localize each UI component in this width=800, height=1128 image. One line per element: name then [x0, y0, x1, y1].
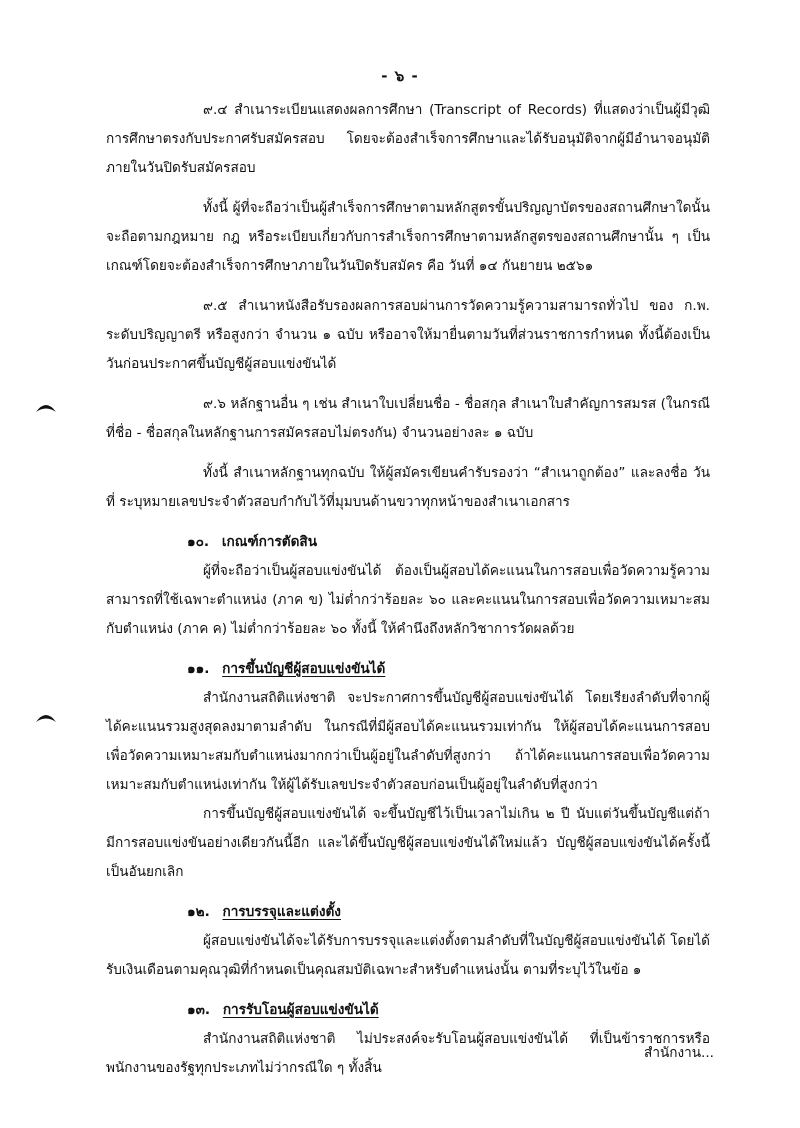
section-title: การบรรจุและแต่งตั้ง	[222, 904, 341, 920]
page-number: - ๖ -	[381, 67, 419, 85]
next-page-continuation: สำนักงาน...	[644, 1045, 714, 1061]
section-11-paragraph: สำนักงานสถิติแห่งชาติ จะประกาศการขึ้นบัญชีผู้สอบแข่งขันได้ โดยเรียงลำดับที่จากผู้ได้คะแนนรวมสูงสุดลงมาตามลำดับ ในกรณีที่มีผู้สอบได้คะแนนรวมเท่ากัน ให้ผู้สอบได้คะแนนการสอบเพื่อวัดความเหมาะสมกับตำแหน่งมากกว่าเป็นผู้อยู่ในลำดับที่สูงกว่า ถ้าได้คะแนนการสอบเพื่อวัดความเหมาะสมกับตำแหน่งเท่ากัน ให้ผู้ได้รับเลขประจำตัวสอบก่อนเป็นผู้อยู่ในลำดับที่สูงกว่า	[106, 690, 710, 793]
section-heading-12	[106, 898, 710, 927]
paragraph-9-4: ๙.๔ สำเนาระเบียนแสดงผลการศึกษา (Transcript of Records) ที่แสดงว่าเป็นผู้มีวุฒิการศึกษาตรงกับประกาศรับสมัครสอบ โดยจะต้องสำเร็จการศึกษาและได้รับอนุมัติจากผู้มีอำนาจอนุมัติภายในวันปิดรับสมัครสอบ	[106, 102, 710, 176]
section-11-paragraph: การขึ้นบัญชีผู้สอบแข่งขันได้ จะขึ้นบัญชีไว้เป็นเวลาไม่เกิน ๒ ปี นับแต่วันขึ้นบัญชีแต่ถ้ามีการสอบแข่งขันอย่างเดียวกันนี้อีก และได้ขึ้นบัญชีผู้สอบแข่งขันได้ใหม่แล้ว บัญชีผู้สอบแข่งขันได้ครั้งนี้เป็นอันยกเลิก	[106, 806, 710, 880]
section-title: การรับโอนผู้สอบแข่งขันได้	[222, 1002, 379, 1018]
paragraph-9-6: ๙.๖ หลักฐานอื่น ๆ เช่น สำเนาใบเปลี่ยนชื่อ - ชื่อสกุล สำเนาใบสำคัญการสมรส (ในกรณีที่ชื่อ - ชื่อสกุลในหลักฐานการสมัครสอบไม่ตรงกัน) จำนวนอย่างละ ๑ ฉบับ	[106, 396, 710, 441]
paragraph-graduation-note: ทั้งนี้ ผู้ที่จะถือว่าเป็นผู้สำเร็จการศึกษาตามหลักสูตรขั้นปริญญาบัตรของสถานศึกษาใดนั้นจะถือตามกฎหมาย กฎ หรือระเบียบเกี่ยวกับการสำเร็จการศึกษาตามหลักสูตรของสถานศึกษานั้น ๆ เป็นเกณฑ์โดยจะต้องสำเร็จการศึกษาภายในวันปิดรับสมัคร คือ วันที่ ๑๔ กันยายน ๒๕๖๑	[106, 200, 710, 274]
section-title: เกณฑ์การตัดสิน	[221, 534, 318, 550]
section-number: ๑๑.	[187, 661, 210, 677]
section-number: ๑๓.	[187, 1002, 211, 1018]
section-number: ๑๐.	[187, 534, 210, 550]
section-heading-10	[106, 528, 710, 557]
section-number: ๑๒.	[187, 904, 210, 920]
punch-hole-icon	[35, 711, 57, 723]
section-10-paragraph: ผู้ที่จะถือว่าเป็นผู้สอบแข่งขันได้ ต้องเป็นผู้สอบได้คะแนนในการสอบเพื่อวัดความรู้ความสามารถที่ใช้เฉพาะตำแหน่ง (ภาค ข) ไม่ต่ำกว่าร้อยละ ๖๐ และคะแนนในการสอบเพื่อวัดความเหมาะสมกับตำแหน่ง (ภาค ค) ไม่ต่ำกว่าร้อยละ ๖๐ ทั้งนี้ ให้คำนึงถึงหลักวิชาการวัดผลด้วย	[106, 563, 710, 637]
section-12-paragraph: ผู้สอบแข่งขันได้จะได้รับการบรรจุและแต่งตั้งตามลำดับที่ในบัญชีผู้สอบแข่งขันได้ โดยได้รับเงินเดือนตามคุณวุฒิที่กำหนดเป็นคุณสมบัติเฉพาะสำหรับตำแหน่งนั้น ตามที่ระบุไว้ในข้อ ๑	[106, 933, 710, 978]
section-title: การขึ้นบัญชีผู้สอบแข่งขันได้	[222, 661, 386, 677]
section-13-paragraph: สำนักงานสถิติแห่งชาติ ไม่ประสงค์จะรับโอนผู้สอบแข่งขันได้ ที่เป็นข้าราชการหรือพนักงานของรัฐทุกประเภทไม่ว่ากรณีใด ๆ ทั้งสิ้น	[106, 1031, 710, 1076]
paragraph-copy-certification: ทั้งนี้ สำเนาหลักฐานทุกฉบับ ให้ผู้สมัครเขียนคำรับรองว่า “สำเนาถูกต้อง” และลงชื่อ วันที่ ระบุหมายเลขประจำตัวสอบกำกับไว้ที่มุมบนด้านขวาทุกหน้าของสำเนาเอกสาร	[106, 465, 710, 510]
paragraph-9-5: ๙.๕ สำเนาหนังสือรับรองผลการสอบผ่านการวัดความรู้ความสามารถทั่วไป ของ ก.พ. ระดับปริญญาตรี หรือสูงกว่า จำนวน ๑ ฉบับ หรืออาจให้มายื่นตามวันที่ส่วนราชการกำหนด ทั้งนี้ต้องเป็นวันก่อนประกาศขึ้นบัญชีผู้สอบแข่งขันได้	[106, 298, 710, 372]
section-heading-11	[106, 655, 710, 684]
section-heading-13	[106, 996, 710, 1025]
document-body	[106, 96, 710, 1094]
punch-hole-icon	[35, 401, 57, 413]
